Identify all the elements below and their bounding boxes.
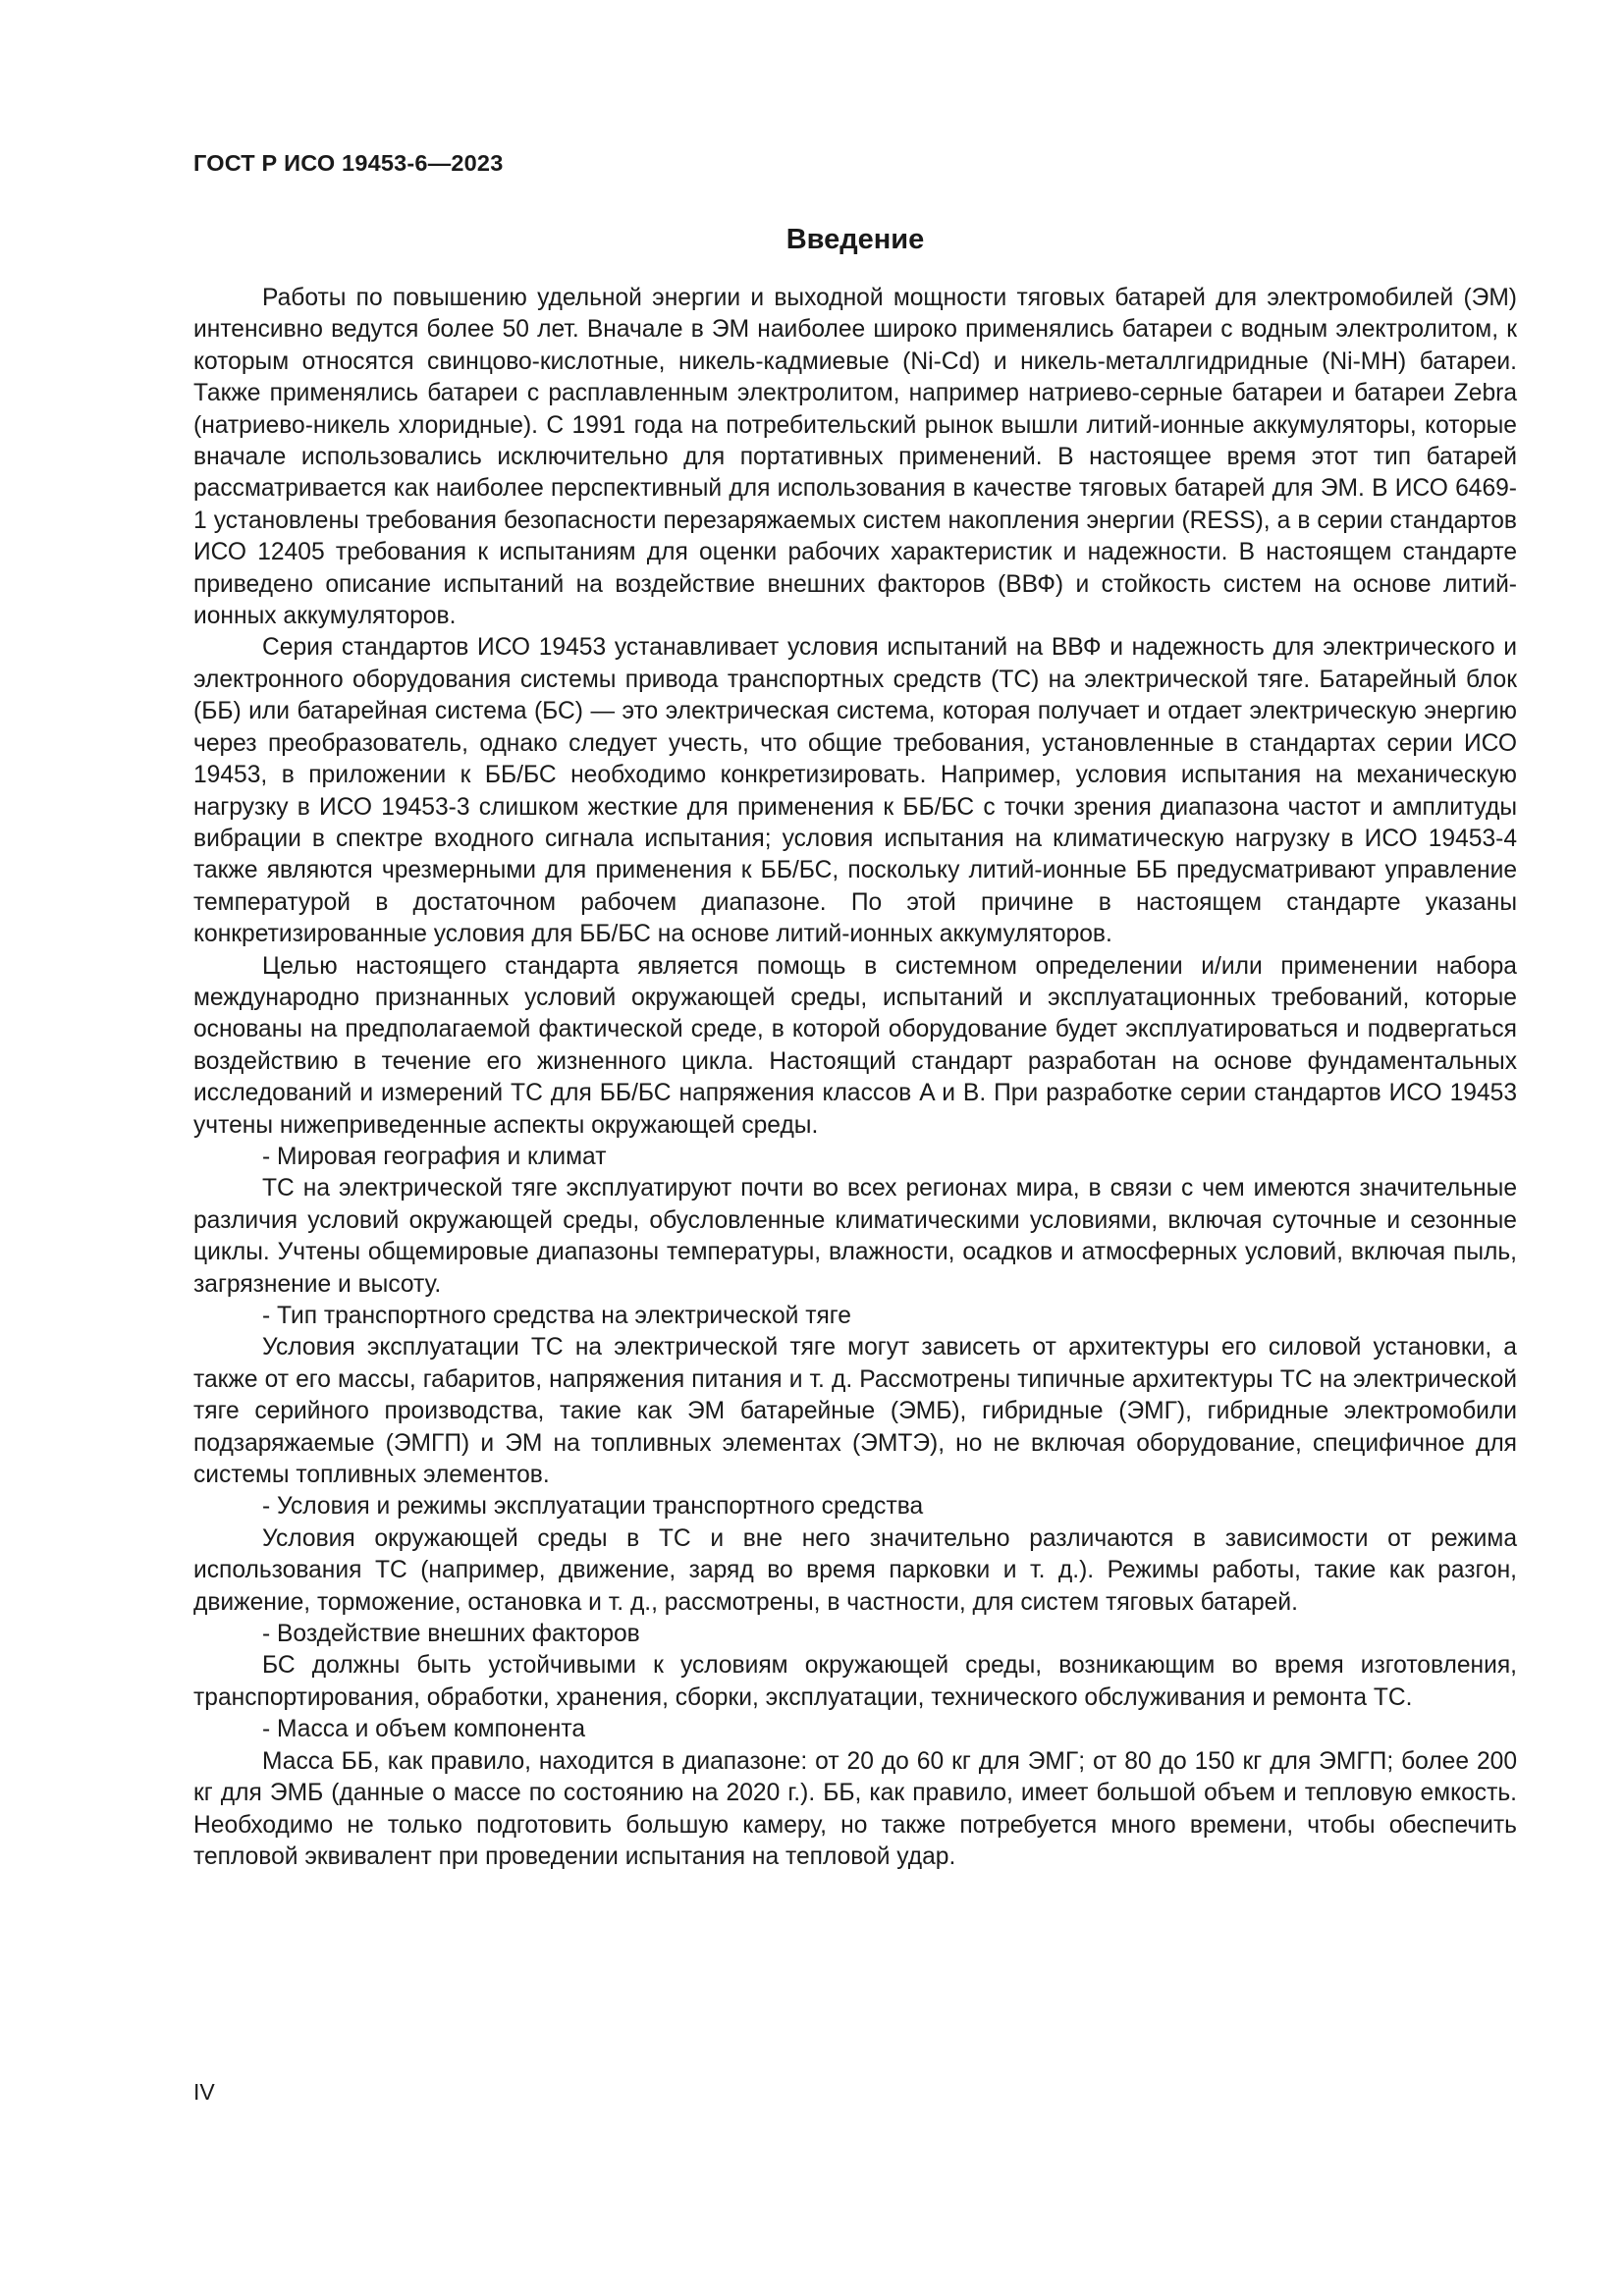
list-item: - Тип транспортного средства на электрической тяге: [262, 1303, 851, 1329]
paragraph: Условия эксплуатации ТС на электрической тяге могут зависеть от архитектуры его силовой установки, а также от его массы, габаритов, напряжения питания и т. д. Рассмотрены типичные архитектуры ТС на электрической тяге серийного производства, такие как ЭМ батарейные (ЭМБ), гибридные (ЭМГ), гибридные электромобили подзаряжаемые (ЭМГП) и ЭМ на топливных элементах (ЭМТЭ), но не включая оборудование, специфичное для системы топливных элементов.: [193, 1334, 1517, 1489]
paragraph: Работы по повышению удельной энергии и выходной мощности тяговых батарей для электромобилей (ЭМ) интенсивно ведутся более 50 лет. Вначале в ЭМ наиболее широко применялись батареи с водным электролитом, к которым относятся свинцово-кислотные, никель-кадмиевые (Ni-Cd) и никель-металлгидридные (Ni-MH) батареи. Также применялись батареи с расплавленным электролитом, например натриево-серные батареи и батареи Zebra (натриево-никель хлоридные). С 1991 года на потребительский рынок вышли литий-ионные аккумуляторы, которые вначале использовались исключительно для портативных применений. В настоящее время этот тип батарей рассматривается как наиболее перспективный для использования в качестве тяговых батарей для ЭМ. В ИСО 6469-1 установлены требования безопасности перезаряжаемых систем накопления энергии (RESS), а в серии стандартов ИСО 12405 требования к испытаниям для оценки рабочих характеристик и надежности. В настоящем стандарте приведено описание испытаний на воздействие внешних факторов (ВВФ) и стойкость систем на основе литий-ионных аккумуляторов.: [193, 285, 1517, 630]
body-text: [193, 283, 1517, 1873]
paragraph: БС должны быть устойчивыми к условиям окружающей среды, возникающим во время изготовления, транспортирования, обработки, хранения, сборки, эксплуатации, технического обслуживания и ремонта ТС.: [193, 1652, 1517, 1711]
paragraph: Условия окружающей среды в ТС и вне него значительно различаются в зависимости от режима использования ТС (например, движение, заряд во время парковки и т. д.). Режимы работы, такие как разгон, движение, торможение, остановка и т. д., рассмотрены, в частности, для систем тяговых батарей.: [193, 1524, 1517, 1616]
paragraph: Серия стандартов ИСО 19453 устанавливает условия испытаний на ВВФ и надежность для электрического и электронного оборудования системы привода транспортных средств (ТС) на электрической тяге. Батарейный блок (ББ) или батарейная система (БС) — это электрическая система, которая получает и отдает электрическую энергию через преобразователь, однако следует учесть, что общие требования, установленные в стандартах серии ИСО 19453, в приложении к ББ/БС необходимо конкретизировать. Например, условия испытания на механическую нагрузку в ИСО 19453-3 слишком жесткие для применения к ББ/БС с точки зрения диапазона частот и амплитуды вибрации в спектре входного сигнала испытания; условия испытания на климатическую нагрузку в ИСО 19453-4 также являются чрезмерными для применения к ББ/БС, поскольку литий-ионные ББ предусматривают управление температурой в достаточном рабочем диапазоне. По этой причине в настоящем стандарте указаны конкретизированные условия для ББ/БС на основе литий-ионных аккумуляторов.: [193, 634, 1517, 948]
list-item: - Воздействие внешних факторов: [262, 1621, 640, 1648]
paragraph: Целью настоящего стандарта является помощь в системном определении и/или применении набора международно признанных условий окружающей среды, испытаний и эксплуатационных требований, которые основаны на предполагаемой фактической среде, в которой оборудование будет эксплуатироваться и подвергаться воздействию в течение его жизненного цикла. Настоящий стандарт разработан на основе фундаментальных исследований и измерений ТС для ББ/БС напряжения классов A и B. При разработке серии стандартов ИСО 19453 учтены нижеприведенные аспекты окружающей среды.: [193, 952, 1517, 1139]
list-item: - Масса и объем компонента: [262, 1716, 586, 1743]
page-number: IV: [193, 2079, 215, 2105]
list-item: - Мировая география и климат: [262, 1143, 607, 1170]
paragraph: Масса ББ, как правило, находится в диапазоне: от 20 до 60 кг для ЭМГ; от 80 до 150 кг для ЭМГП; более 200 кг для ЭМБ (данные о массе по состоянию на 2020 г.). ББ, как правило, имеет большой объем и тепловую емкость. Необходимо не только подготовить большую камеру, но также потребуется много времени, чтобы обеспечить тепловой эквивалент при проведении испытания на тепловой удар.: [193, 1747, 1517, 1870]
paragraph: ТС на электрической тяге эксплуатируют почти во всех регионах мира, в связи с чем имеются значительные различия условий окружающей среды, обусловленные климатическими условиями, включая суточные и сезонные циклы. Учтены общемировые диапазоны температуры, влажности, осадков и атмосферных условий, включая пыль, загрязнение и высоту.: [193, 1175, 1517, 1298]
list-item: - Условия и режимы эксплуатации транспортного средства: [262, 1493, 924, 1521]
standard-designation: ГОСТ Р ИСО 19453-6—2023: [193, 150, 504, 176]
section-title: Введение: [785, 224, 925, 255]
